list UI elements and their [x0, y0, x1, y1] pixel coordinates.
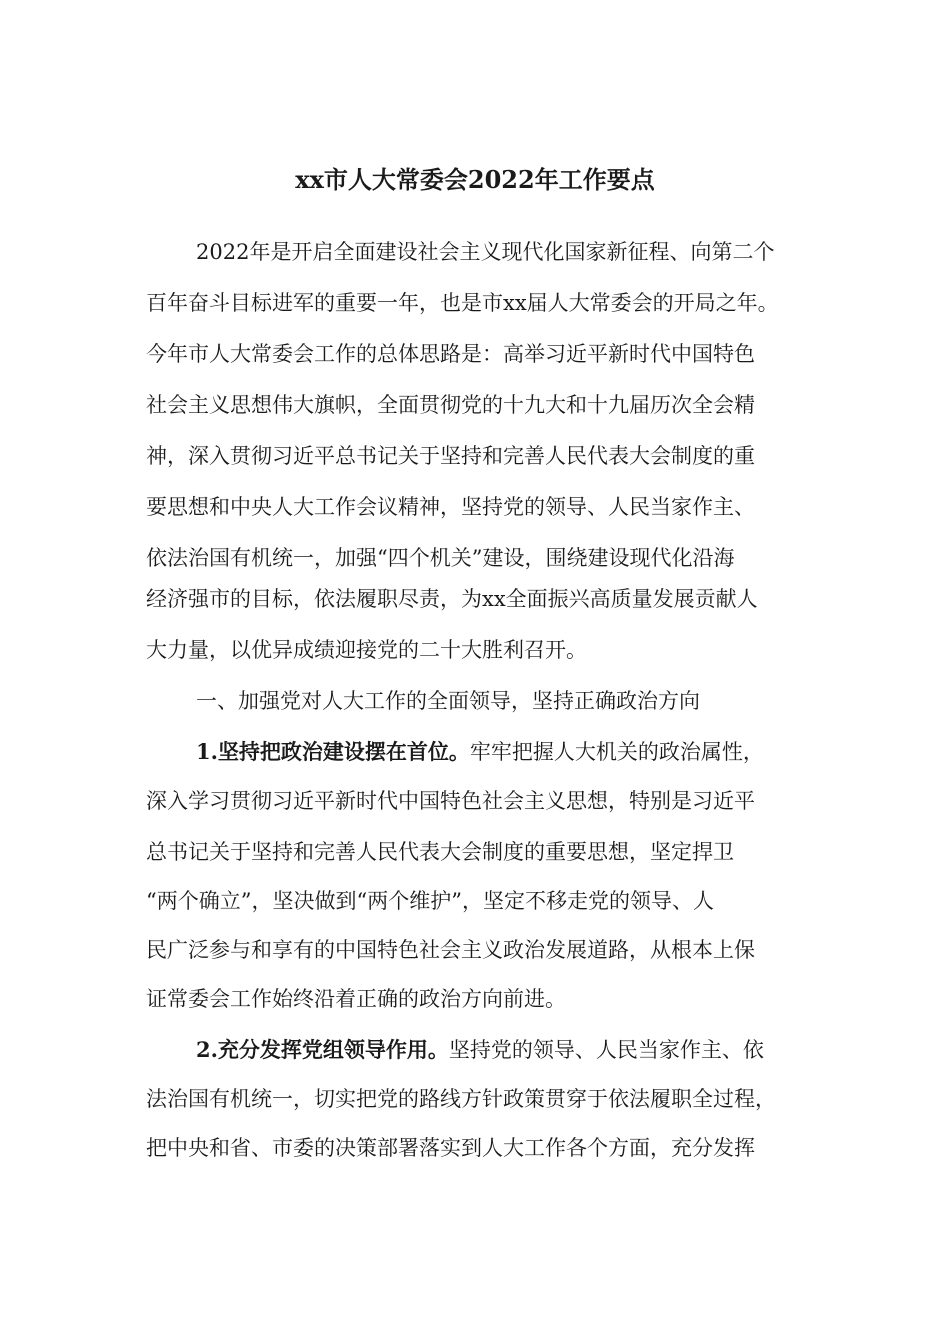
intro-line: 2022年是开启全面建设社会主义现代化国家新征程、向第二个 — [196, 240, 775, 264]
intro-line: 依法治国有机统一，加强“四个机关”建设，围绕建设现代化沿海 — [146, 546, 735, 570]
item-2-line: 把中央和省、市委的决策部署落实到人大工作各个方面，充分发挥 — [146, 1136, 755, 1160]
intro-line: 要思想和中央人大工作会议精神，坚持党的领导、人民当家作主、 — [146, 495, 755, 519]
item-1-heading: 1.坚持把政治建设摆在首位。 — [196, 739, 470, 764]
intro-line: 大力量，以优异成绩迎接党的二十大胜利召开。 — [146, 638, 587, 662]
intro-line: 百年奋斗目标进军的重要一年，也是市xx届人大常委会的开局之年。 — [146, 291, 779, 315]
intro-line: 经济强市的目标，依法履职尽责，为xx全面振兴高质量发展贡献人 — [146, 587, 758, 611]
item-2-text: 坚持党的领导、人民当家作主、依 — [448, 1038, 764, 1062]
item-2-first-line — [196, 1035, 764, 1065]
intro-line: 社会主义思想伟大旗帜，全面贯彻党的十九大和十九届历次全会精 — [146, 393, 755, 417]
intro-line: 今年市人大常委会工作的总体思路是：高举习近平新时代中国特色 — [146, 342, 755, 366]
item-2-line: 法治国有机统一，切实把党的路线方针政策贯穿于依法履职全过程， — [146, 1087, 776, 1111]
item-1-line: 总书记关于坚持和完善人民代表大会制度的重要思想，坚定捍卫 — [146, 840, 734, 864]
intro-line: 神，深入贯彻习近平总书记关于坚持和完善人民代表大会制度的重 — [146, 444, 755, 468]
item-1-line: 证常委会工作始终沿着正确的政治方向前进。 — [146, 987, 566, 1011]
item-2-heading: 2.充分发挥党组领导作用。 — [196, 1037, 449, 1062]
item-1-text: 牢牢把握人大机关的政治属性， — [469, 740, 764, 764]
item-1-first-line — [196, 737, 764, 767]
item-1-line: 深入学习贯彻习近平新时代中国特色社会主义思想，特别是习近平 — [146, 789, 755, 813]
item-1-line: “两个确立”，坚决做到“两个维护”，坚定不移走党的领导、人 — [146, 889, 714, 913]
document-title: xx市人大常委会2022年工作要点 — [295, 165, 655, 194]
item-1-line: 民广泛参与和享有的中国特色社会主义政治发展道路，从根本上保 — [146, 938, 755, 962]
section-heading: 一、加强党对人大工作的全面领导，坚持正确政治方向 — [196, 689, 700, 713]
